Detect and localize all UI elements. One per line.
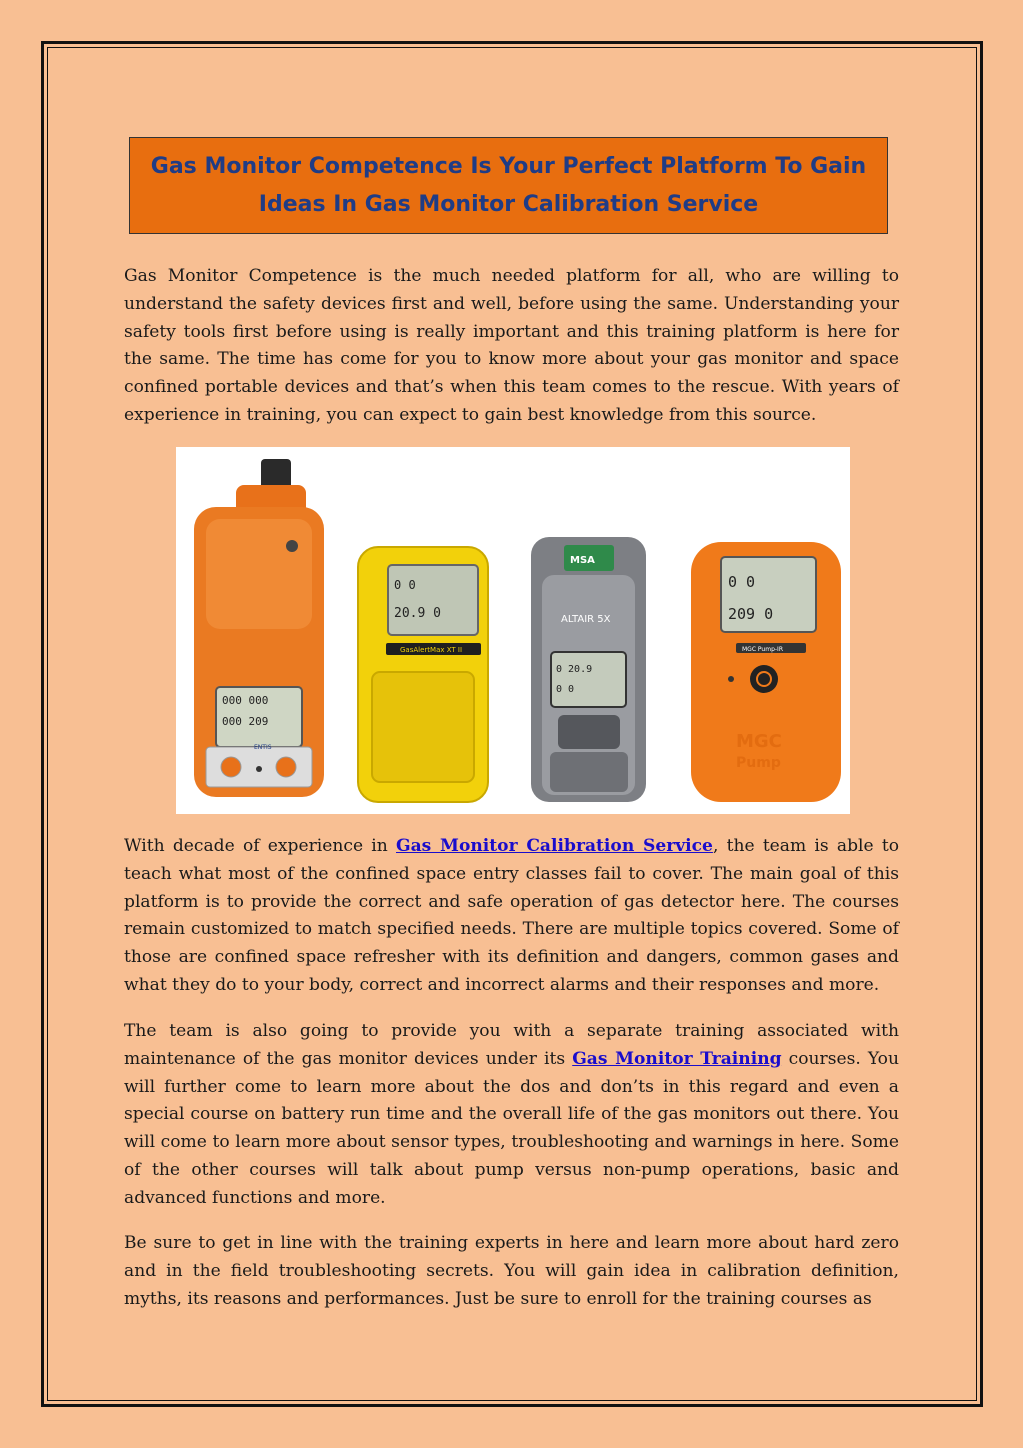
device-3-grey-monitor [531,537,646,802]
gas-monitor-training-link[interactable]: Gas Monitor Training [572,1048,782,1069]
device-4-orange-monitor [691,542,841,802]
device-4-brand-sub: Pump [736,755,781,771]
title-box [129,137,888,234]
training-paragraph-text-before: The team is also going to provide you with a separate training associated with maintenance of the gas monitor devices under its [124,1021,899,1069]
calibration-paragraph [124,833,899,1000]
device-3-display-line2: 0 0 [556,684,575,695]
device-4-model: MGC Pump-IR [742,646,783,653]
calibration-paragraph-text-before: With decade of experience in [124,836,396,856]
page-title: Gas Monitor Competence Is Your Perfect Platform To Gain Ideas In Gas Monitor Calibration Service [150,153,867,217]
training-paragraph-text-after: courses. You will further come to learn more about the dos and don’ts in this regard and even a special course on battery run time and the overall life of the gas monitors out there. You will come to learn more about sensor types, troubleshooting and warnings in here. Some of the other courses will talk about pump versus non-pump operations, basic and advanced functions and more. [124,1048,899,1208]
training-paragraph [124,1018,899,1213]
device-2-yellow-monitor [358,547,488,802]
gas-monitors-photo [176,447,850,814]
device-4-brand: MGC [736,731,782,752]
device-1-orange-monitor [194,459,324,797]
device-2-brand: GasAlertMax XT II [400,646,463,654]
device-1-brand: ENTIS [254,744,272,751]
intro-paragraph: Gas Monitor Competence is the much needed platform for all, who are willing to understand the safety devices first and well, before using the same. Understanding your safety tools first before using is really important and this training platform is here for the same. The time has come for you to know more about your gas monitor and space confined portable devices and that’s when this team comes to the rescue. With years of experience in training, you can expect to gain best knowledge from this source. [124,266,899,425]
device-1-display-line1: 000 000 [222,694,269,707]
device-4-display-line1: 0 0 [728,573,756,591]
device-4-display-line2: 209 0 [728,605,774,623]
device-3-brand: MSA [570,555,595,566]
device-3-model: ALTAIR 5X [561,614,611,625]
device-2-display-line2: 20.9 0 [394,606,441,621]
device-2-display-line1: 0 0 [394,578,416,592]
gas-monitor-calibration-service-link[interactable]: Gas Monitor Calibration Service [396,836,713,856]
enroll-paragraph: Be sure to get in line with the training experts in here and learn more about hard zero and in the field troubleshooting secrets. You will gain idea in calibration definition, myths, its reasons and performances. Just be sure to enroll for the training courses as [124,1233,899,1309]
calibration-paragraph-text-after: , the team is able to teach what most of the confined space entry classes fail to cover. The main goal of this platform is to provide the correct and safe operation of gas detector here. The courses remain customized to match specified needs. There are multiple topics covered. Some of those are confined space refresher with its definition and dangers, common gases and what they do to your body, correct and incorrect alarms and their responses and more. [124,836,899,995]
device-1-display-line2: 000 209 [222,715,269,728]
device-3-display-line1: 0 20.9 [556,664,593,675]
